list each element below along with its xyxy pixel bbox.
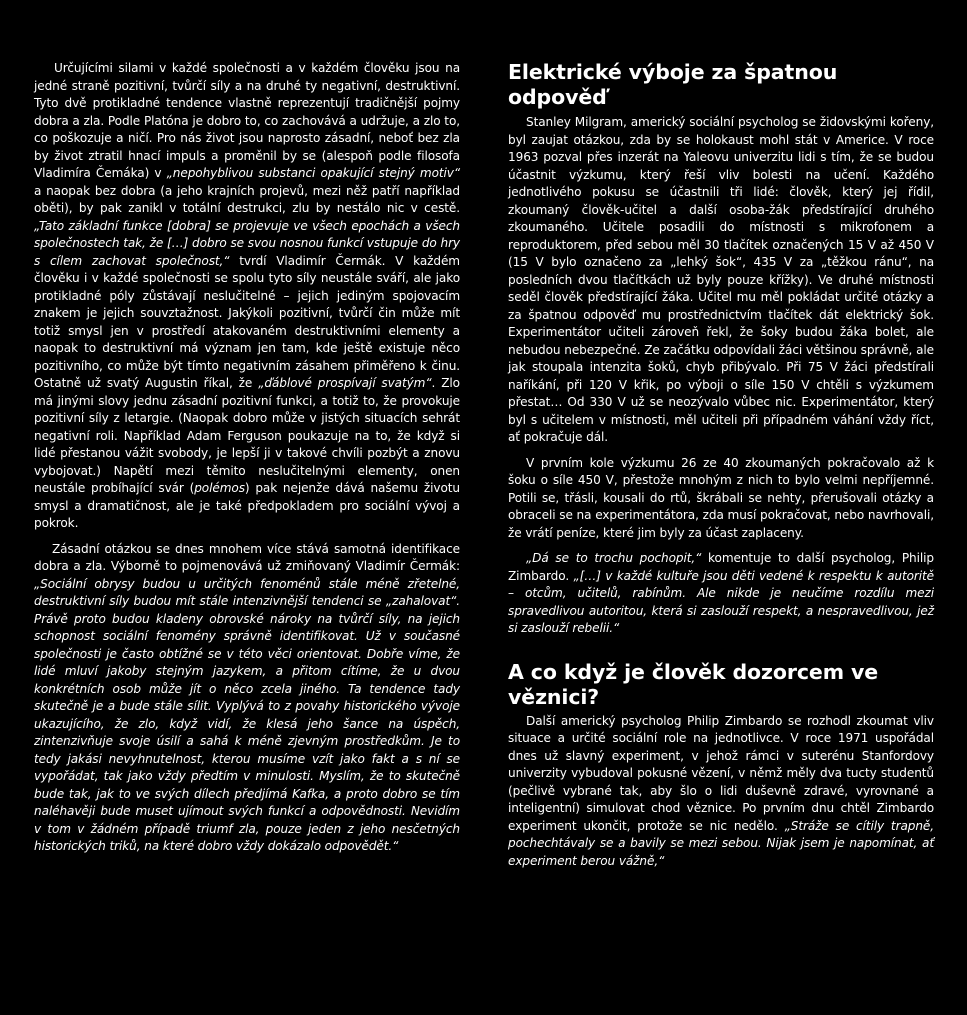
quote-run: „[…] v každé kultuře jsou děti vedené k respektu k autoritě – otcům, učitelů, rabínům. Ale nikde je neučíme rozdílu mezi spravedlivou autoritou, která si zaslouží respekt, a nespravedlivou, jež si zaslouží rebelii.“ [508, 568, 934, 635]
quote-run: „Sociální obrysy budou u určitých fenoménů stále méně zřetelné, destruktivní síly budou mít stále intenzivnější tendenci se „zahalovat“. Právě proto budou kladeny obrovské nároky na tvůrčí síly, na jejich schopnost sociální fenomény správně identifikovat. Už v současné společnosti je často obtížné se v této věci orientovat. Dobře víme, že lidé mluví jakoby stejným jazykem, a přitom cítíme, že u dvou konkrétních osob může jít o něco zcela jiného. Ta tendence tady skutečně je a bude stále sílit. Vyplývá to z povahy historického vývoje ukazujícího, že zlo, když vidí, že klesá jeho šance na úspěch, zintenzivňuje svoje úsilí a sahá k méně zjevným prostředkům. Je to tedy jakási nevyhnutelnost, kterou musíme vzít jako fakt a s ní se vypořádat, tak jako vždy předtím v minulosti. Myslím, že to skutečně bude tak, jak to ve svých dílech předjímá Kafka, a proto dobro se tím naléhavěji bude muset ujímout svých funkcí a odpovědnosti. Nevidím v tom v žádném případě triumf zla, pouze jeden z jeho nesčetných historických triků, na které dobro vždy dokázalo odpovědět.“ [34, 576, 460, 853]
section-heading: A co když je člověk dozorcem ve věznici? [508, 659, 879, 709]
text-run: V prvním kole výzkumu 26 ze 40 zkoumaných pokračovalo až k šoku o síle 450 V, přestože mnohým z nich to bylo velmi nepříjemné. Potili se, třásli, kousali do rtů, škrábali se nehty, přerušovali otázky a obraceli se na experimentátora, zda musí pokračovat, nebo navrhovali, že vrátí peníze, které jim byly za účast zaplaceny. [508, 455, 934, 540]
text-run: komentuje to další psycholog, Philip Zimbardo. [508, 551, 934, 583]
paragraph [508, 713, 934, 871]
text-run: Další americký psycholog Philip Zimbardo se rozhodl zkoumat vliv situace a určité sociální role na jednotlivce. V roce 1971 uspořádal dnes už slavný experiment, v jehož rámci v suterénu Stanfordovy univerzity vybudoval pokusné vězení, v němž měly dva tucty studentů (pečlivě vybrané tak, aby šlo o lidi duševně zdravé, vyrovnané a inteligentní) simulovat chod věznice. Po prvním dnu chtěl Zimbardo experiment ukončit, protože se nic nedělo. [508, 713, 934, 833]
section-heading: Elektrické výboje za špatnou odpověď [508, 60, 838, 109]
quote-run: „Stráže se cítily trapně, pochechtávaly se a bavily se mezi sebou. Nijak jsem je napomínat, ať experiment berou vážně,“ [508, 818, 934, 868]
term-run: polémos [194, 481, 245, 495]
text-run: Stanley Milgram, americký sociální psycholog se židovskými kořeny, byl zaujat otázkou, zda by se holokaust mohl stát v Americe. V roce 1963 pozval přes inzerát na Yaleovu univerzitu lidi s tím, že se budou účastnit výzkumu, který řeší vliv bolesti na učení. Každého jednotlivého pokusu se účastnili tři lidé: člověk, který jej řídil, zkoumaný člověk-učitel a další osoba-žák předstírající druhého zkoumaného. Učitele posadili do místnosti s mikrofonem a reproduktorem, před sebou měl 30 tlačítek označených 15 V až 450 V (15 V bylo označeno za „lehký šok“, 435 V za „těžkou ránu“, na posledních dvou tlačítkách už byly pouze křížky). Ve druhé místnosti seděl člověk předstírající žáka. Učitel mu měl pokládat určité otázky a za špatnou odpověď mu prostřednictvím tlačítek dát elektrický šok. Experimentátor učiteli zároveň řekl, že šoky budou žáka bolet, ale nebudou nebezpečné. Ze začátku odpovídali žáci většinou správně, ale jak stoupala intenzita šoků, chyb přibývalo. Při 75 V žáci předstírali naříkání, při 120 V křik, po výboji o síle 150 V chtěli s výzkumem přestat… Od 330 V už se neozývalo vůbec nic. Experimentátor, který byl s učitelem v místnosti, měl učiteli při případném váhání vždy říct, ať pokračuje dál. [508, 115, 934, 444]
paragraph [34, 541, 460, 856]
left-column [34, 60, 460, 856]
text-run: Zásadní otázkou se dnes mnohem více stává samotná identifikace dobra a zla. Výborně to pojmenovává už zmiňovaný Vladimír Čermák: [34, 541, 460, 573]
text-run: Určujícími silami v každé společnosti a v každém člověku jsou na jedné straně pozitivní, tvůrčí síly a na druhé ty negativní, destruktivní. Tyto dvě protikladné tendence vlastně reprezentují tradičnější pojmy dobra a zla. Podle Platóna je dobro to, co zachovává a udržuje, a zlo to, co poškozuje a ničí. Pro nás život jsou naprosto zásadní, neboť bez zla by život ztratil hnací impuls a proměnil by se (alespoň podle filosofa Vladimíra Čemáka) v [34, 61, 460, 180]
text-run: tvrdí Vladimír Čermák. V každém člověku i v každé společnosti se spolu tyto síly neustále sváří, ale jako protikladné póly zůstávají neslučitelné – jejich jediným spojovacím znakem je jejich souvztažnost. Jakýkoli pozitivní, tvůrčí čin může mít totiž smysl jen v prostředí atakovaném destruktivními elementy a naopak to destruktivní má význam jen tam, kde ještě existuje něco pozitivního, co může být tímto negativním zásahem přiměřeno k činu. Ostatně už svatý Augustin říkal, že [34, 253, 460, 390]
quote-run: „ďáblové prospívají svatým“ [258, 376, 432, 390]
quote-run: „nepohyblivou substanci opakující stejný motiv“ [166, 166, 460, 180]
paragraph [508, 455, 934, 543]
text-run: . Zlo má jinými slovy jednu zásadní pozitivní funkci, a totiž to, že provokuje pozitivní síly z letargie. (Naopak dobro může v jistých situacích sehrát negativní roli. Například Adam Ferguson poukazuje na to, že když si lidé přestanou vážit svobody, je lepší ji v takové chvíli pozbýt a znovu vybojovat.) Napětí mezi těmito neslučitelnými elementy, onen neustále probíhající svár ( [34, 376, 460, 495]
paragraph [34, 60, 460, 533]
quote-run: „Dá se to trochu pochopit,“ [526, 551, 702, 565]
text-run: a naopak bez dobra (a jeho krajních projevů, mezi něž patří například oběti), by pak zanikl v totální destrukci, zlu by nestálo nic v cestě. [34, 183, 460, 215]
right-column [508, 60, 934, 870]
paragraph [508, 114, 934, 447]
quote-run: „Tato základní funkce [dobra] se projevuje ve všech epochách a všech společnostech tak, že […] dobro se svou nosnou funkcí vstupuje do hry s cílem zachovat společnost,“ [34, 218, 460, 268]
text-run: ) pak nejenže dává našemu životu smysl a dramatičnost, ale je také předpokladem pro sociální vývoj a pokrok. [34, 481, 460, 530]
paragraph [508, 550, 934, 638]
